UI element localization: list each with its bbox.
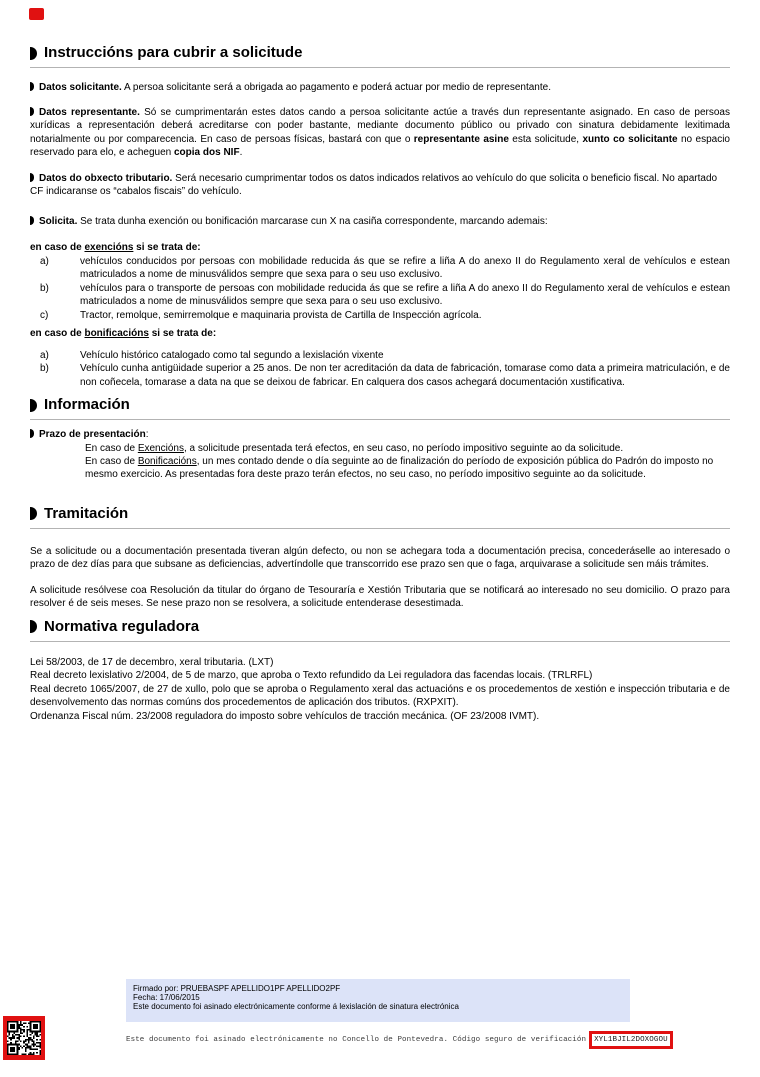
paragraph-label: Datos representante. bbox=[39, 106, 140, 118]
signature-notice: Este documento foi asinado electrónicamente conforme á lexislación de sinatura electrónica bbox=[133, 1002, 459, 1011]
line-text: En caso de bbox=[85, 455, 138, 467]
item-letter: b) bbox=[40, 363, 49, 374]
list-item bbox=[30, 255, 730, 282]
section-title-normativa bbox=[30, 619, 730, 642]
normativa-line: Lei 58/2003, de 17 de decembro, xeral tributaria. (LXT) bbox=[30, 656, 274, 668]
underlined-word: Bonificacións bbox=[137, 455, 197, 467]
paragraph-text: Só se cumprimentarán estes datos cando a persoa solicitante actúe a través dun representante asignado. En caso de persoas xurídicas a representación deberá acreditarse con poder bastante, mediante documento público ou privado con sinatura debidamente lexitimada notarialmente ou por comparecencia. En caso de persoas físicas, bastará con que o bbox=[30, 106, 730, 145]
section-bullet-icon bbox=[30, 47, 37, 60]
tramitacion-paragraph-2: A solicitude resólvese coa Resolución da titular do órgano de Tesouraría e Xestión Tributaria que se notificará ao interesado no seu domicilio. O prazo para resolver é de seis meses. Se nese prazo non se resolvera, a solicitude entenderase desestimada. bbox=[30, 584, 730, 609]
item-letter: a) bbox=[40, 255, 49, 267]
section-title-text: Instruccións para cubrir a solicitude bbox=[44, 44, 303, 61]
prazo-label bbox=[30, 428, 730, 442]
underlined-word: Exencións bbox=[137, 442, 184, 454]
list-item bbox=[30, 309, 730, 323]
list-item bbox=[30, 349, 730, 363]
item-letter: c) bbox=[40, 309, 49, 321]
exencions-header bbox=[30, 241, 730, 255]
section-title-instructions bbox=[30, 45, 730, 68]
bonificacions-header bbox=[30, 327, 730, 341]
line-text: , a solicitude presentada terá efectos, en seu caso, no período impositivo seguinte ao da solicitude. bbox=[183, 442, 624, 454]
underlined-word: bonificacións bbox=[84, 328, 149, 339]
paragraph-text: esta solicitude, bbox=[508, 133, 583, 145]
paragraph-text: Será necesario cumprimentar todos os datos indicados relativos ao vehículo do que solicita o beneficio fiscal. No apartado CF indicaranse os “cabalos fiscais” do vehículo. bbox=[30, 172, 718, 197]
item-bullet-icon bbox=[30, 429, 34, 438]
prazo-line-bonificacions bbox=[85, 455, 730, 481]
paragraph-solicita bbox=[30, 215, 730, 229]
line-text: , un mes contado dende o día seguinte ao de finalización do período de exposición pública do Padrón do imposto no mesmo exercicio. As presentadas fora deste prazo terán efectos, no seu caso, no período impositivo seguinte ao da solicitude. bbox=[85, 455, 714, 480]
list-item bbox=[30, 362, 730, 389]
section-title-tramitacion bbox=[30, 506, 730, 529]
prazo-line-exencions bbox=[85, 442, 730, 455]
line-text: En caso de bbox=[85, 442, 138, 454]
bold-phrase: representante asine bbox=[413, 133, 509, 145]
qr-pattern bbox=[7, 1021, 41, 1055]
item-bullet-icon bbox=[30, 173, 34, 182]
bold-phrase: xunto co solicitante bbox=[582, 133, 678, 145]
normativa-list bbox=[30, 656, 730, 724]
item-letter: a) bbox=[40, 349, 49, 361]
item-text: Vehículo cunha antigüidade superior a 25 anos. De non ter acreditación da data de fabricación, tomarase como data a primeira matriculación, e de non coñecela, tomarase a data na que se deixou de fabricar. En calquera dos casos achegará documentación xustificativa. bbox=[80, 363, 730, 388]
section-title-text: Información bbox=[44, 396, 130, 413]
paragraph-label: Prazo de presentación bbox=[39, 429, 146, 440]
signature-date: Fecha: 17/06/2015 bbox=[133, 993, 200, 1002]
item-text: vehículos conducidos por persoas con mobilidade reducida ás que se refire a liña A do anexo II do Regulamento xeral de vehículos e estean matriculados a nome de minusválidos sempre que sexa para o seu uso exclusivo. bbox=[80, 255, 730, 280]
paragraph-datos-representante bbox=[30, 106, 730, 160]
item-text: Vehículo histórico catalogado como tal segundo a lexislación vixente bbox=[80, 349, 384, 361]
red-corner-mark bbox=[29, 8, 44, 20]
item-letter: b) bbox=[40, 282, 49, 294]
tramitacion-paragraph-1: Se a solicitude ou a documentación presentada tiveran algún defecto, ou non se achegara toda a documentación precisa, concederáselle ao interesado o prazo de dez días para que subsane as deficiencias, advertíndolle que transcorrido ese prazo sen que o faga, arquivarase a solicitude sen máis trámites. bbox=[30, 545, 730, 570]
paragraph-text: : bbox=[145, 429, 149, 440]
verification-code: XYL1BJIL2DOXOGOU bbox=[589, 1031, 673, 1049]
normativa-line: Real decreto 1065/2007, de 27 de xullo, polo que se aproba o Regulamento xeral das actuacións e os procedementos de xestión e inspección tributaria e de desenvolvemento das normas comúns dos procedementos de aplicación dos tributos. (RXPXIT). bbox=[30, 683, 730, 708]
exencions-list bbox=[30, 255, 730, 323]
verification-text: Este documento foi asinado electrónicamente no Concello de Pontevedra. Código seguro de verificación bbox=[126, 1036, 587, 1044]
section-bullet-icon bbox=[30, 399, 37, 412]
list-item bbox=[30, 282, 730, 309]
item-bullet-icon bbox=[30, 107, 34, 116]
signature-signed-by: Firmado por: PRUEBASPF APELLIDO1PF APELLIDO2PF bbox=[133, 984, 341, 993]
normativa-line: Real decreto lexislativo 2/2004, de 5 de marzo, que aproba o Texto refundido da Lei reguladora das facendas locais. (TRLRFL) bbox=[30, 670, 593, 681]
item-bullet-icon bbox=[30, 82, 34, 91]
header-text: en caso de bbox=[30, 328, 85, 339]
item-bullet-icon bbox=[30, 216, 34, 225]
qr-code bbox=[3, 1016, 45, 1060]
section-title-text: Tramitación bbox=[44, 504, 129, 522]
header-text: si se trata de: bbox=[133, 242, 201, 253]
underlined-word: exencións bbox=[84, 242, 134, 253]
item-text: Tractor, remolque, semirremolque e maquinaria provista de Cartilla de Inspección agrícola. bbox=[80, 309, 482, 321]
paragraph-datos-solicitante bbox=[30, 81, 730, 95]
normativa-line: Ordenanza Fiscal núm. 23/2008 reguladora do imposto sobre vehículos de tracción mecánica. (OF 23/2008 IVMT). bbox=[30, 710, 540, 722]
paragraph-label: Solicita. bbox=[39, 215, 78, 227]
paragraph-text: no espacio reservado para elo, e acheguen bbox=[30, 133, 730, 158]
item-text: vehículos para o transporte de persoas con mobilidade reducida ás que se refire a liña A do anexo II do Regulamento xeral de vehículos e estean matriculados a nome de minusválidos sempre que sexa para o seu uso exclusivo. bbox=[80, 282, 730, 307]
paragraph-text: . bbox=[239, 147, 243, 158]
header-text: si se trata de: bbox=[148, 328, 217, 339]
bonificacions-list bbox=[30, 349, 730, 390]
section-bullet-icon bbox=[30, 620, 37, 633]
paragraph-label: Datos do obxecto tributario. bbox=[39, 172, 173, 184]
section-title-text: Normativa reguladora bbox=[44, 617, 200, 635]
section-bullet-icon bbox=[30, 507, 37, 520]
paragraph-label: Datos solicitante. bbox=[39, 82, 122, 93]
bold-phrase: copia dos NIF bbox=[174, 147, 240, 158]
paragraph-text: A persoa solicitante será a obrigada ao pagamento e poderá actuar por medio de representante. bbox=[121, 82, 551, 93]
section-title-informacion bbox=[30, 397, 730, 420]
paragraph-text: Se trata dunha exención ou bonificación marcarase cun X na casiña correspondente, marcando ademais: bbox=[77, 215, 548, 227]
header-text: en caso de bbox=[30, 242, 85, 253]
verification-footer bbox=[126, 1031, 726, 1049]
electronic-signature-box bbox=[126, 979, 630, 1022]
paragraph-datos-obxecto bbox=[30, 172, 730, 199]
